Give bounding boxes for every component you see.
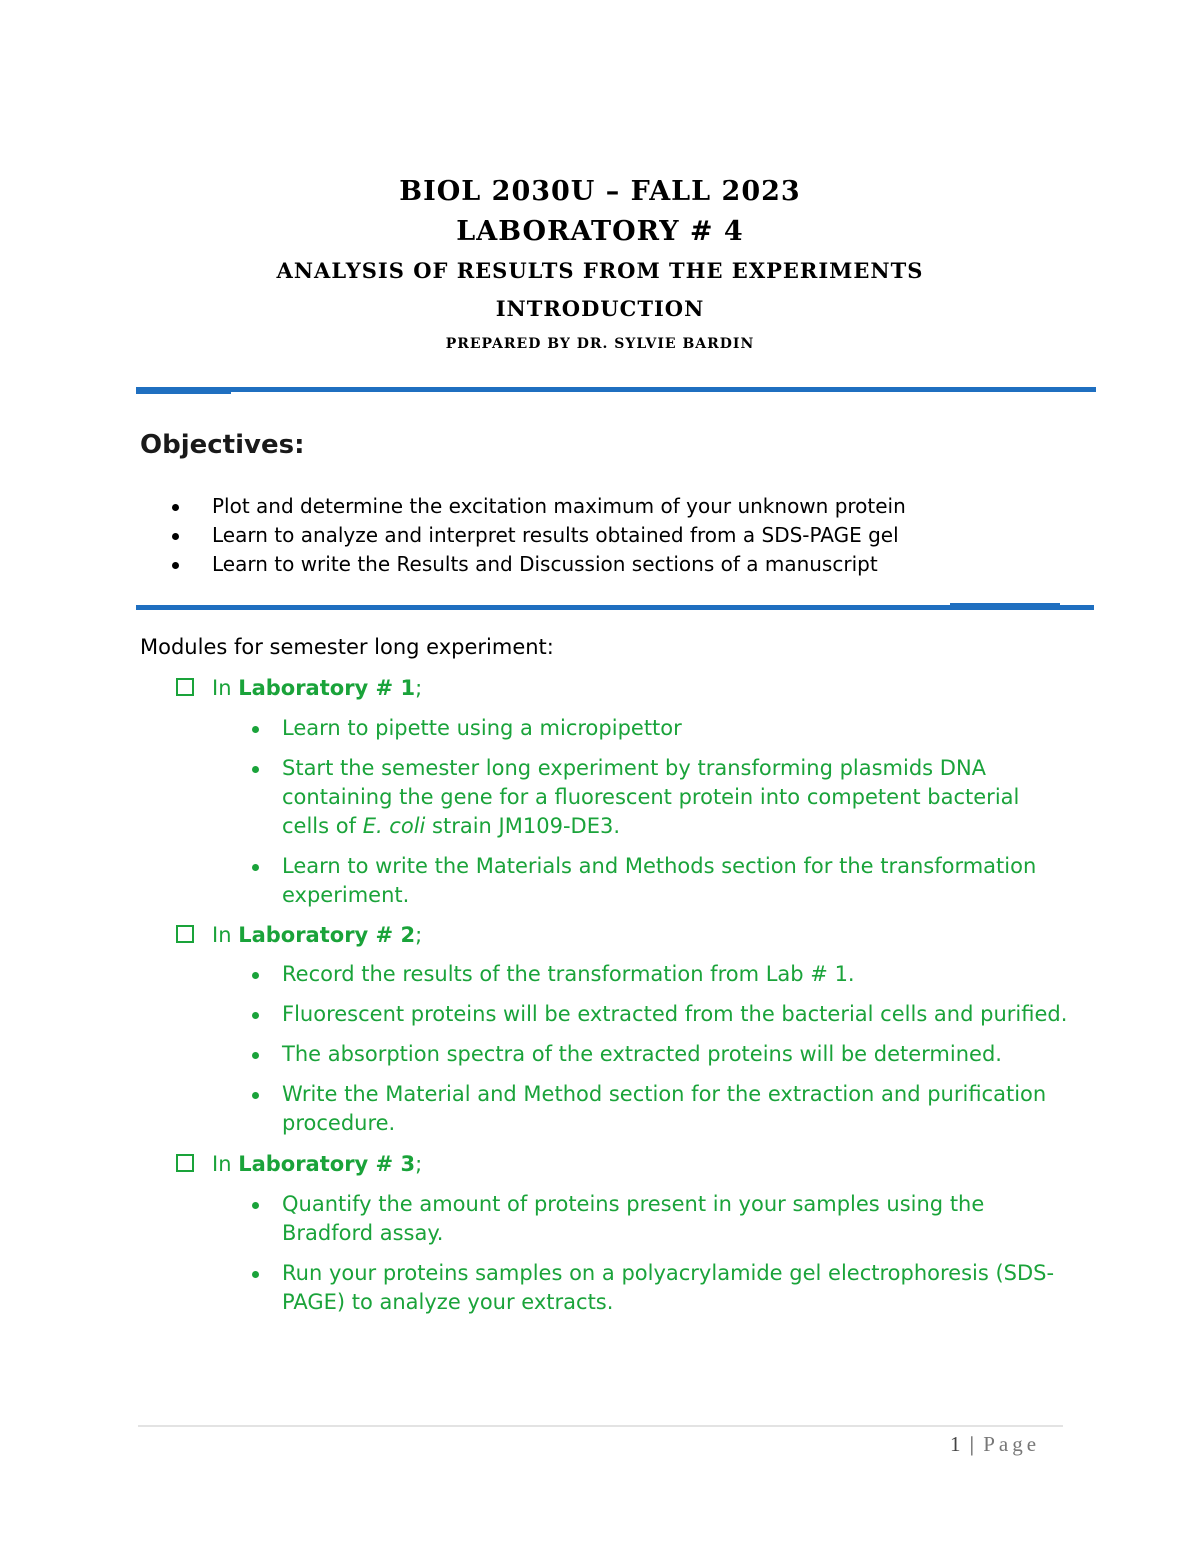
lab-title: LABORATORY # 4 [456, 216, 744, 247]
footer-separator: | [969, 1432, 975, 1456]
bullet-dot-icon [252, 1052, 259, 1059]
page-footer [950, 1432, 1040, 1457]
objectives-heading: Objectives: [140, 430, 305, 460]
bullet-dot-icon [252, 972, 259, 979]
list-item: Plot and determine the excitation maximum of your unknown protein [172, 492, 906, 521]
objectives-list [172, 492, 906, 579]
bullet-dot-icon [252, 1202, 259, 1209]
bullet-dot-icon [252, 1271, 259, 1278]
list-item: Quantify the amount of proteins present in your samples using the Bradford assay. [248, 1190, 1068, 1248]
species-name: E. coli [362, 814, 426, 838]
list-item: Record the results of the transformation from Lab # 1. [248, 960, 1068, 989]
list-item: Learn to write the Materials and Methods section for the transformation experiment. [248, 852, 1068, 910]
divider-rule-top [136, 387, 1096, 392]
lab-2-heading: In Laboratory # 2; [176, 920, 422, 950]
list-item: Fluorescent proteins will be extracted from the bacterial cells and purified. [248, 1000, 1068, 1029]
bullet-dot-icon [252, 726, 259, 733]
divider-rule-middle-accent [950, 603, 1060, 605]
bullet-dot-icon [172, 562, 179, 569]
divider-rule-middle [136, 605, 1094, 610]
lab-1-heading: In Laboratory # 1; [176, 673, 422, 703]
lab-3-items [248, 1190, 1068, 1328]
page-number: 1 [950, 1432, 962, 1456]
list-item: Learn to pipette using a micropipettor [248, 714, 1068, 743]
subtitle: ANALYSIS OF RESULTS FROM THE EXPERIMENTS [276, 258, 924, 283]
section-title: INTRODUCTION [495, 296, 705, 321]
lab-3-heading: In Laboratory # 3; [176, 1149, 422, 1179]
course-title: BIOL 2030U – FALL 2023 [399, 176, 801, 207]
list-item: Learn to write the Results and Discussion sections of a manuscript [172, 550, 906, 579]
bullet-dot-icon [252, 766, 259, 773]
title-block [0, 172, 1200, 356]
list-item: The absorption spectra of the extracted proteins will be determined. [248, 1040, 1068, 1069]
footer-divider [138, 1425, 1063, 1427]
square-checkbox-icon [176, 925, 194, 943]
square-checkbox-icon [176, 678, 194, 696]
list-item: Write the Material and Method section for the extraction and purification procedure. [248, 1080, 1068, 1138]
bullet-dot-icon [252, 864, 259, 871]
bullet-dot-icon [172, 504, 179, 511]
bullet-dot-icon [172, 533, 179, 540]
bullet-dot-icon [252, 1092, 259, 1099]
bullet-dot-icon [252, 1012, 259, 1019]
author-line: PREPARED BY DR. SYLVIE BARDIN [445, 336, 755, 352]
modules-heading: Modules for semester long experiment: [140, 635, 554, 659]
lab-1-items [248, 714, 1068, 921]
lab-2-items [248, 960, 1068, 1149]
list-item: Start the semester long experiment by transforming plasmids DNA containing the gene for a fluorescent protein into competent bacterial cells of E. coli strain JM109-DE3. [248, 754, 1068, 841]
square-checkbox-icon [176, 1154, 194, 1172]
list-item: Run your proteins samples on a polyacrylamide gel electrophoresis (SDS-PAGE) to analyze your extracts. [248, 1259, 1068, 1317]
divider-rule-top-accent [136, 392, 231, 394]
page-label: Page [983, 1432, 1041, 1456]
list-item: Learn to analyze and interpret results obtained from a SDS-PAGE gel [172, 521, 906, 550]
